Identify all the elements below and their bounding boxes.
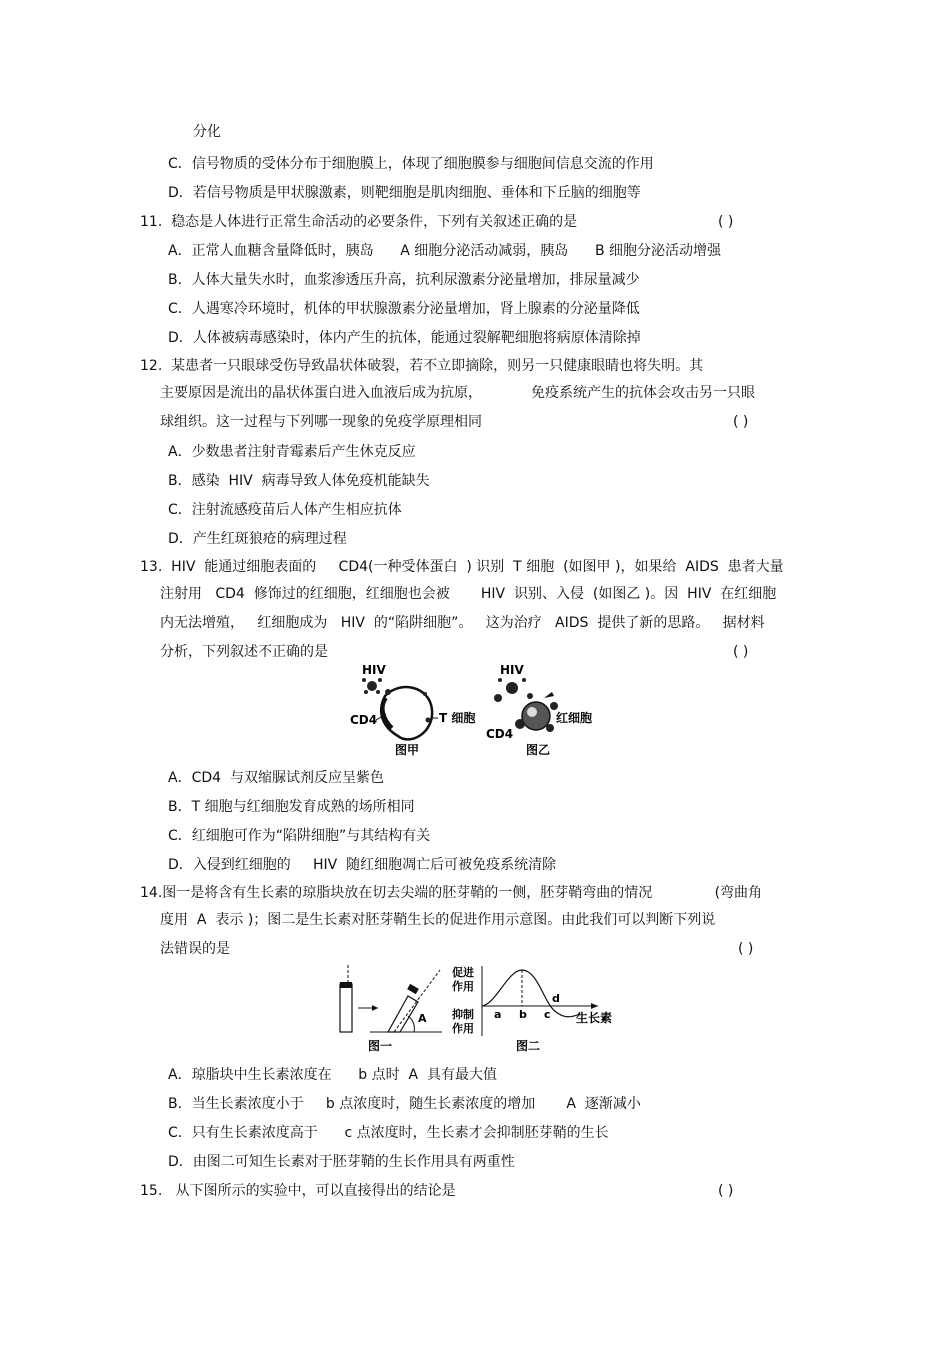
- t-cell-icon: [381, 687, 432, 739]
- cd4-label-left: CD4: [350, 713, 378, 727]
- question-12-line2: 主要原因是流出的晶状体蛋白进入血液后成为抗原， 免疫系统产生的抗体会攻击另一只眼: [160, 385, 755, 401]
- question-13-line3: 内无法增殖， 红细胞成为 HIV 的“陷阱细胞”。 这为治疗 AIDS 提供了新的思路。 据材料: [160, 615, 765, 631]
- question-14-line3: 法错误的是: [160, 941, 230, 957]
- question-13-line2: 注射用 CD4 修饰过的红细胞，红细胞也会被 HIV 识别、入侵 (如图乙 )。因 HIV 在红细胞: [160, 586, 777, 602]
- hiv-virus-icon: [362, 678, 382, 694]
- option-d: D．由图二可知生长素对于胚芽鞘的生长作用具有两重性: [168, 1154, 515, 1170]
- option-c: C．注射流感疫苗后人体产生相应抗体: [168, 502, 402, 518]
- question-14: 14.图一是将含有生长素的琼脂块放在切去尖端的胚芽鞘的一侧，胚芽鞘弯曲的情况 (弯曲角: [140, 885, 763, 901]
- point-d: d: [552, 992, 560, 1005]
- red-blood-cell-icon: [494, 678, 558, 732]
- hiv-label-right: HIV: [500, 663, 524, 677]
- answer-paren: ( ): [733, 414, 749, 430]
- option-b: B．感染 HIV 病毒导致人体免疫机能缺失: [168, 473, 430, 489]
- promote-label-2: 作用: [452, 980, 474, 993]
- point-b: b: [519, 1008, 527, 1021]
- hiv-cell-figure: [340, 658, 610, 763]
- answer-paren: ( ): [718, 1183, 734, 1199]
- question-12: 12. 某患者一只眼球受伤导致晶状体破裂，若不立即摘除，则另一只健康眼睛也将失明。其: [140, 358, 704, 374]
- answer-paren: ( ): [733, 644, 749, 660]
- option-d: D．若信号物质是甲状腺激素，则靶细胞是肌肉细胞、垂体和下丘脑的细胞等: [168, 185, 641, 201]
- answer-paren: ( ): [738, 941, 754, 957]
- inhibit-label-2: 作用: [452, 1022, 474, 1035]
- option-c: C．信号物质的受体分布于细胞膜上，体现了细胞膜参与细胞间信息交流的作用: [168, 156, 654, 172]
- promote-label-1: 促进: [452, 966, 474, 979]
- t-cell-label: T 细胞: [439, 711, 476, 725]
- option-a: A．少数患者注射青霉素后产生休克反应: [168, 444, 416, 460]
- option-d: D．入侵到红细胞的 HIV 随红细胞凋亡后可被免疫系统清除: [168, 857, 557, 873]
- hiv-label-left: HIV: [362, 663, 386, 677]
- rbc-label: 红细胞: [556, 711, 593, 725]
- question-13-line4: 分析，下列叙述不正确的是: [160, 644, 328, 660]
- caption-figure-jia: 图甲: [395, 743, 420, 757]
- inhibit-label-1: 抑制: [452, 1008, 474, 1021]
- option-a: A．琼脂块中生长素浓度在 b 点时 A 具有最大值: [168, 1067, 497, 1083]
- option-a: A．CD4 与双缩脲试剂反应呈紫色: [168, 770, 384, 786]
- text-line: 分化: [193, 124, 221, 140]
- angle-label: A: [418, 1012, 427, 1025]
- question-13: 13. HIV 能通过细胞表面的 CD4(一种受体蛋白 ) 识别 T 细胞 (如图甲 )，如果给 AIDS 患者大量: [140, 559, 784, 575]
- caption-figure-two: 图二: [516, 1039, 541, 1053]
- option-d: D．人体被病毒感染时，体内产生的抗体，能通过裂解靶细胞将病原体清除掉: [168, 330, 641, 346]
- option-b: B．当生长素浓度小于 b 点浓度时，随生长素浓度的增加 A 逐渐减小: [168, 1096, 641, 1112]
- option-a: A．正常人血糖含量降低时，胰岛 A 细胞分泌活动减弱，胰岛 B 细胞分泌活动增强: [168, 243, 722, 259]
- option-c: C．只有生长素浓度高于 c 点浓度时，生长素才会抑制胚芽鞘的生长: [168, 1125, 609, 1141]
- option-c: C．红细胞可作为“陷阱细胞”与其结构有关: [168, 828, 431, 844]
- auxin-figure: [330, 960, 630, 1060]
- cd4-label-right: CD4: [486, 727, 514, 741]
- option-b: B．T 细胞与红细胞发育成熟的场所相同: [168, 799, 415, 815]
- option-c: C．人遇寒冷环境时，机体的甲状腺激素分泌量增加，肾上腺素的分泌量降低: [168, 301, 640, 317]
- question-12-line3: 球组织。这一过程与下列哪一现象的免疫学原理相同: [160, 414, 482, 430]
- point-a: a: [494, 1008, 502, 1021]
- point-c: c: [544, 1008, 551, 1021]
- option-b: B．人体大量失水时，血浆渗透压升高，抗利尿激素分泌量增加，排尿量减少: [168, 272, 640, 288]
- caption-figure-one: 图一: [368, 1039, 393, 1053]
- auxin-label: 生长素: [576, 1011, 613, 1025]
- answer-paren: ( ): [718, 214, 734, 230]
- question-11: 11. 稳态是人体进行正常生命活动的必要条件，下列有关叙述正确的是: [140, 214, 578, 230]
- caption-figure-yi: 图乙: [526, 743, 551, 757]
- question-15: 15. 从下图所示的实验中，可以直接得出的结论是: [140, 1183, 456, 1199]
- question-14-line2: 度用 A 表示 )；图二是生长素对胚芽鞘生长的促进作用示意图。由此我们可以判断下列说: [160, 912, 716, 928]
- option-d: D．产生红斑狼疮的病理过程: [168, 531, 347, 547]
